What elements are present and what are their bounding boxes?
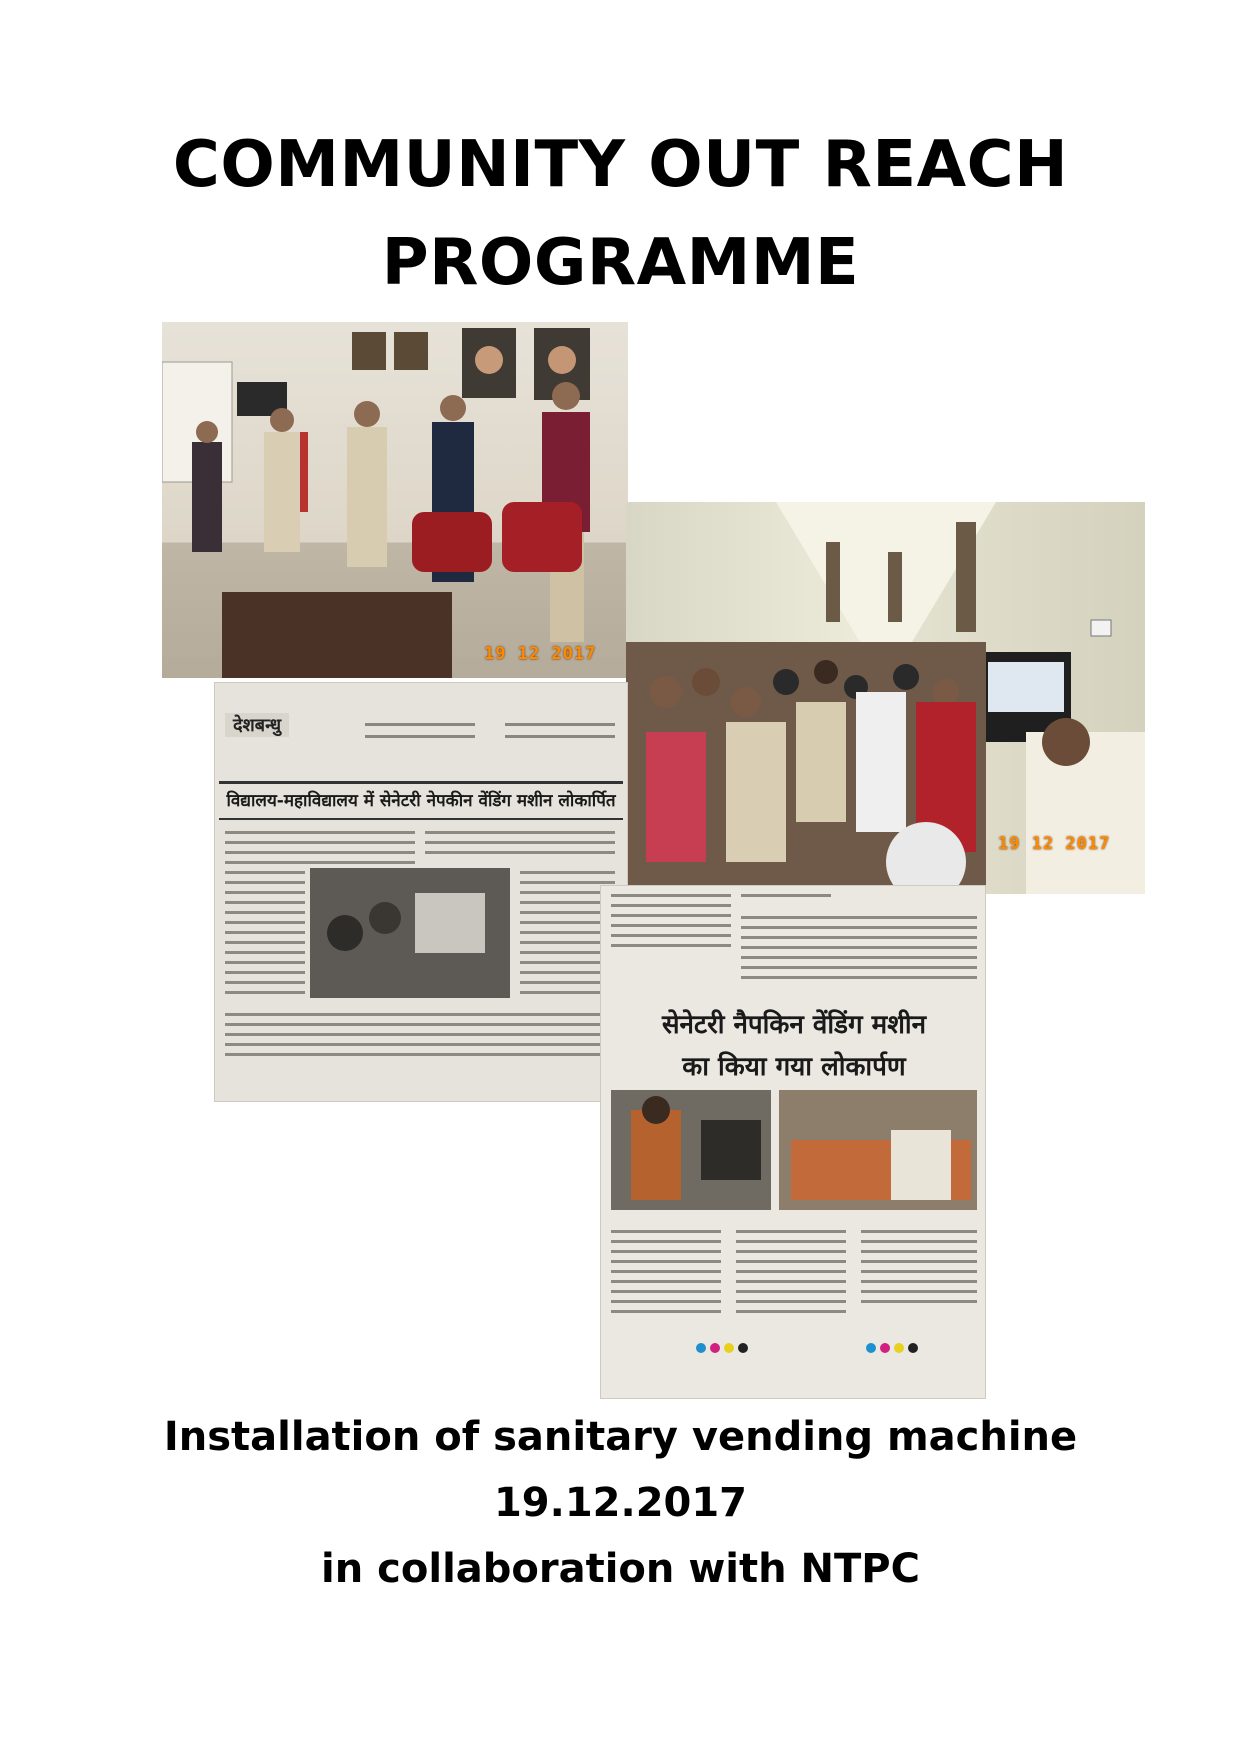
clipping-headline-line-2: का किया गया लोकार्पण bbox=[682, 1052, 906, 1082]
newspaper-clipping-haribhoomi bbox=[600, 885, 986, 1399]
office-event-photo bbox=[162, 322, 628, 678]
clipping-headline-line-1: सेनेटरी नैपकिन वेंडिंग मशीन bbox=[661, 1010, 927, 1040]
caption-line-3: in collaboration with NTPC bbox=[321, 1546, 920, 1592]
clipping-headline: विद्यालय-महाविद्यालय में सेनेटरी नेपकीन वेंडिंग मशीन लोकार्पित bbox=[219, 781, 623, 820]
caption-line-1: Installation of sanitary vending machine bbox=[163, 1414, 1078, 1460]
page-title-line-2: PROGRAMME bbox=[381, 226, 860, 300]
newspaper-clipping-deshbandhu bbox=[214, 682, 628, 1102]
office-scene-illustration bbox=[162, 322, 628, 678]
photo-date-stamp: 19 12 2017 bbox=[484, 644, 597, 664]
clipping-masthead: देशबन्धु bbox=[225, 713, 289, 737]
page-title-line-1: COMMUNITY OUT REACH bbox=[172, 128, 1069, 202]
clipping-photos-and-text bbox=[601, 1090, 986, 1399]
clipping-body-text bbox=[215, 823, 628, 1102]
photo-date-stamp: 19 12 2017 bbox=[998, 834, 1111, 854]
clipping-top-text bbox=[601, 886, 986, 1006]
corridor-event-photo bbox=[626, 502, 1145, 894]
caption-line-2: 19.12.2017 bbox=[493, 1480, 748, 1526]
